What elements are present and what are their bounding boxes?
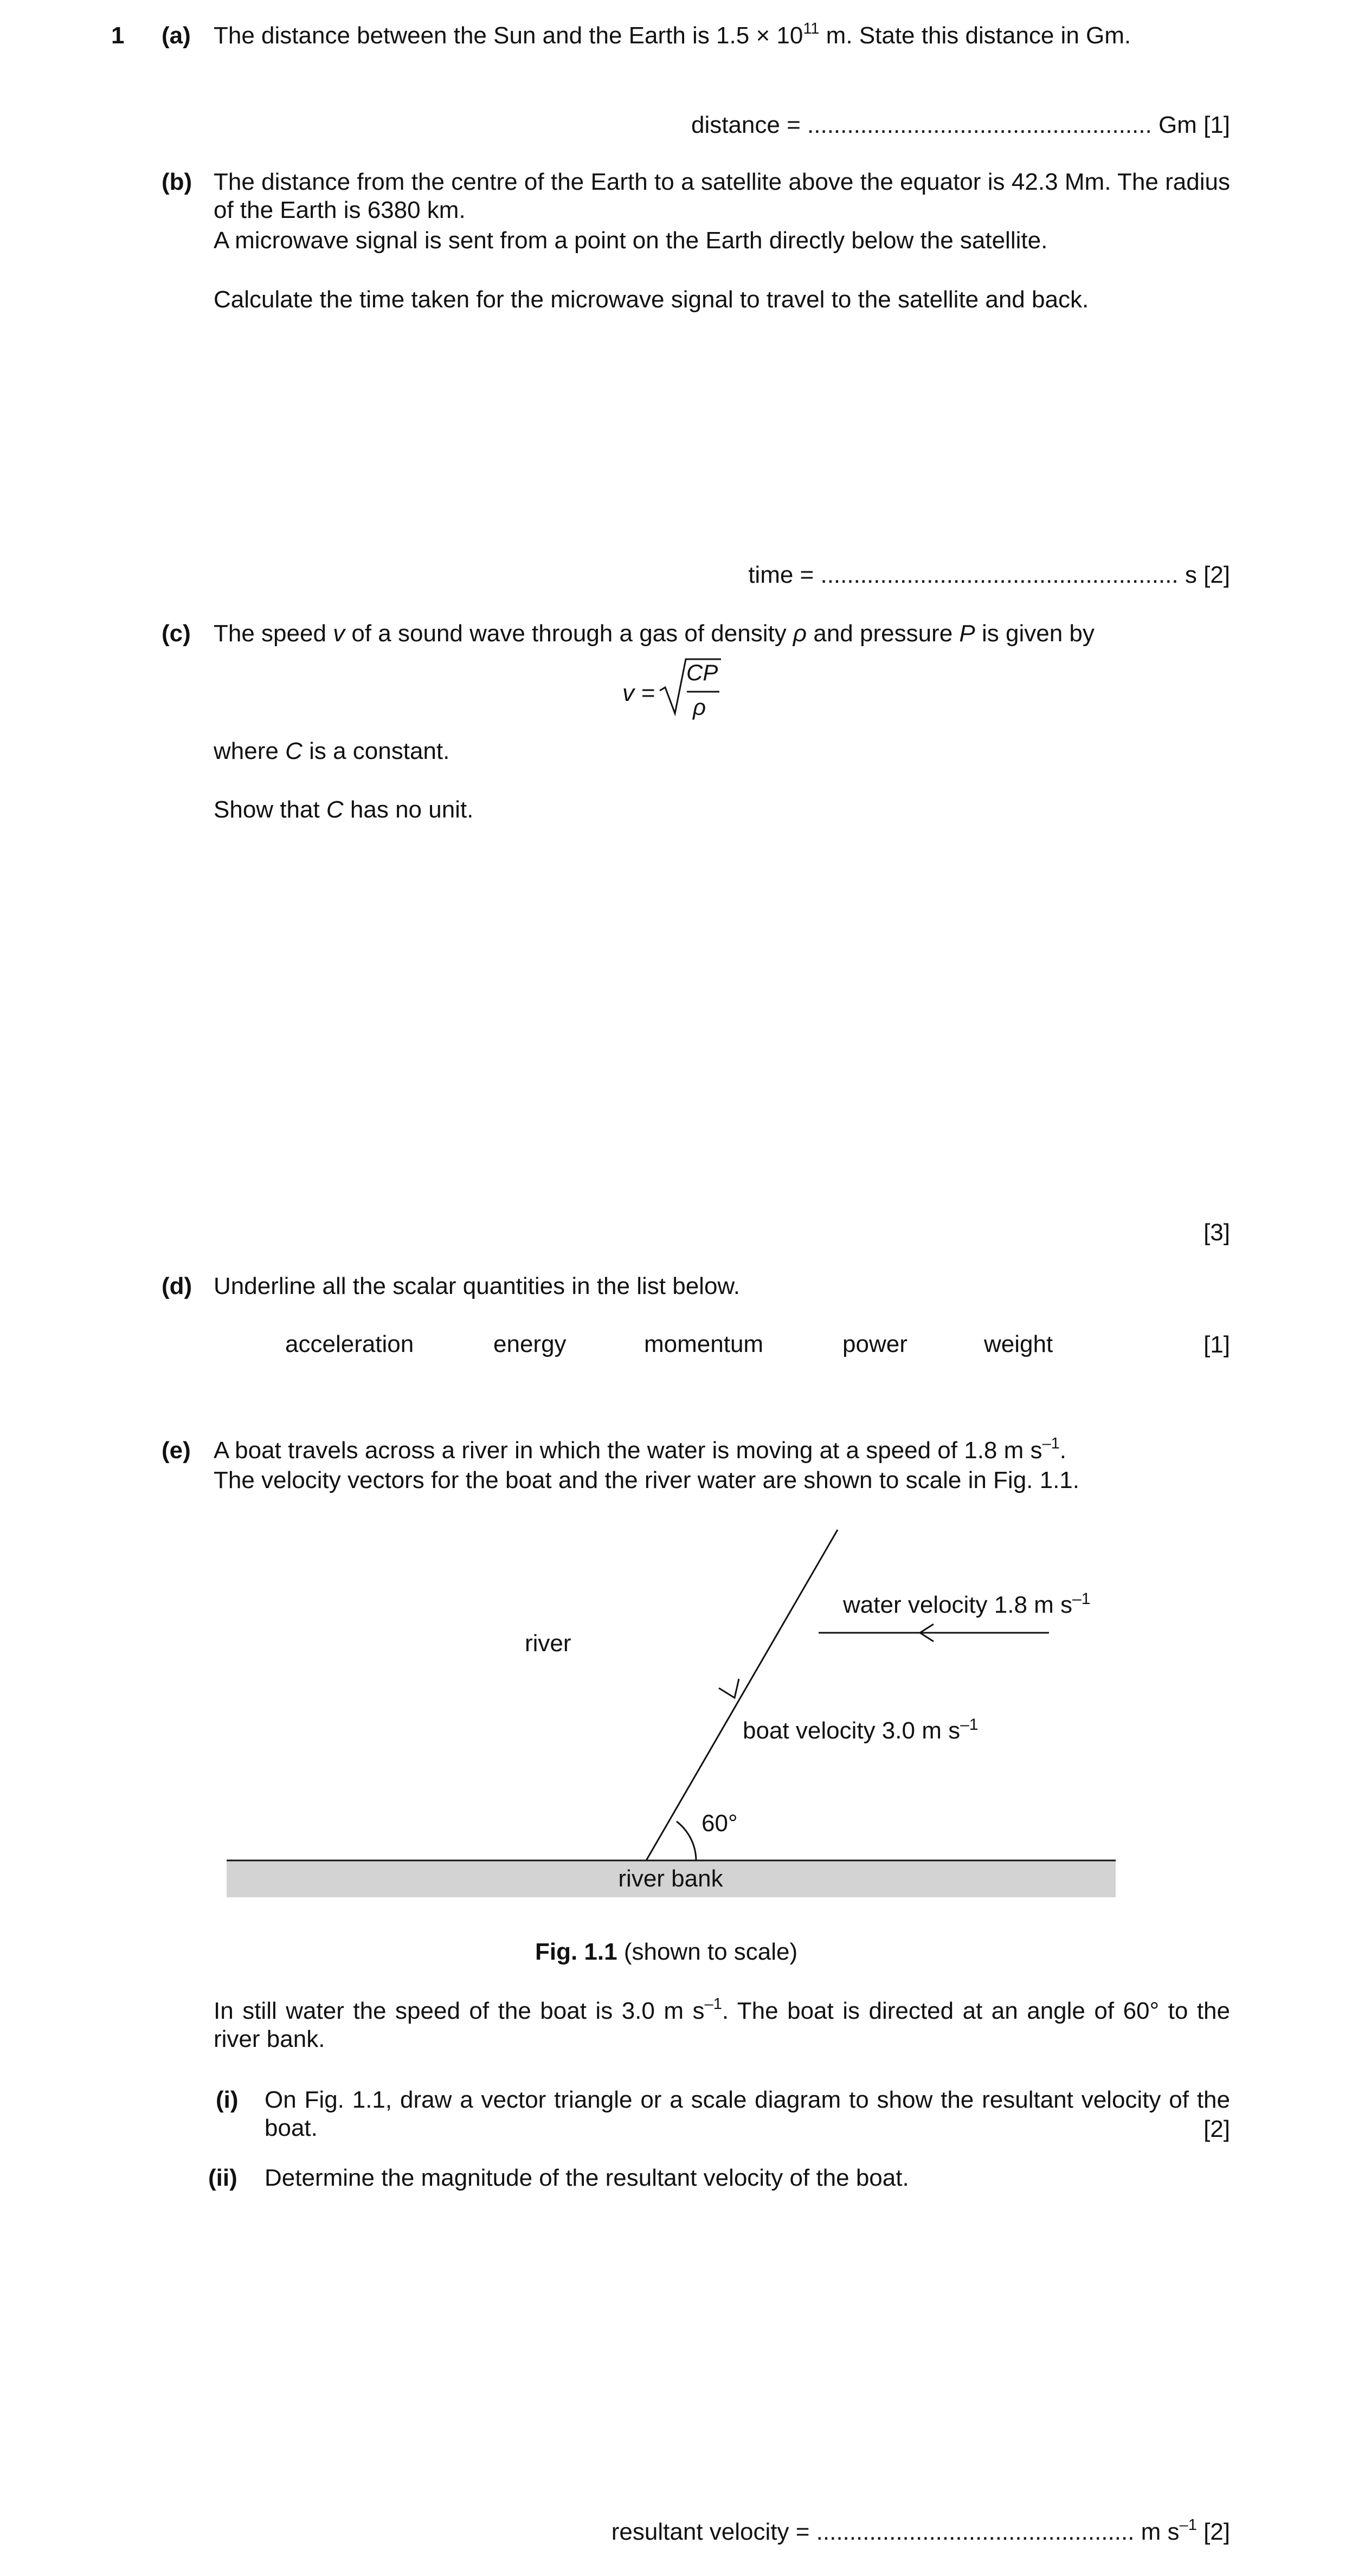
boat-velocity-arrowhead	[719, 1679, 739, 1698]
scalar-option-energy[interactable]: energy	[493, 1331, 567, 1357]
equation-lhs: v =	[622, 680, 655, 706]
scalar-option-momentum[interactable]: momentum	[644, 1331, 764, 1357]
part-d-text: Underline all the scalar quantities in the list below.	[214, 1273, 740, 1299]
scalar-option-acceleration[interactable]: acceleration	[285, 1331, 414, 1357]
part-e-i-text: On Fig. 1.1, draw a vector triangle or a scale diagram to show the resultant velocity of the boat.	[265, 2086, 1230, 2141]
part-e-still-water-text: In still water the speed of the boat is 3.0 m $s^{-1}$. The boat is directed at an angle of 60° to the river bank.	[214, 1995, 1230, 2052]
part-d-label: (d)	[162, 1273, 192, 1299]
equation-denominator: ρ	[693, 694, 706, 720]
figure-1-1	[0, 1507, 1345, 1908]
part-c-intro: The speed v of a sound wave through a gas of density ρ and pressure P is given by	[214, 620, 1095, 647]
part-a-answer-line[interactable]: distance = .................................................... Gm [1]	[691, 112, 1230, 138]
part-c-show: Show that C has no unit.	[214, 796, 474, 823]
scalar-option-weight[interactable]: weight	[984, 1331, 1053, 1357]
angle-arc	[677, 1821, 696, 1860]
question-number: 1	[111, 22, 125, 49]
part-c-label: (c)	[162, 620, 191, 647]
part-e-ii-label: (ii)	[208, 2165, 237, 2191]
part-b-answer-line[interactable]: time = ...................................................... s [2]	[748, 562, 1230, 588]
part-e-ii-answer-line[interactable]: resultant velocity = ................................................ m $s^{-1}$ [2]	[611, 2516, 1230, 2545]
boat-velocity-label: boat velocity 3.0 m $s^{-1}$	[743, 1716, 979, 1744]
part-e-text2: The velocity vectors for the boat and the river water are shown to scale in Fig. 1.1.	[214, 1467, 1079, 1493]
part-b-label: (b)	[162, 169, 192, 195]
part-e-text1: A boat travels across a river in which the water is moving at a speed of 1.8 m $s^{-1}$.	[214, 1435, 1067, 1464]
part-c-where: where C is a constant.	[214, 738, 450, 764]
part-b-text1: The distance from the centre of the Earth to a satellite above the equator is 42.3 Mm. The radius of the Earth is 6380 km.	[214, 169, 1230, 223]
river-bank-label: river bank	[618, 1865, 723, 1892]
part-a-label: (a)	[162, 22, 191, 49]
water-velocity-label: water velocity 1.8 m $s^{-1}$	[843, 1590, 1091, 1618]
part-d-marks: [1]	[1204, 1331, 1230, 1358]
part-b-text2: A microwave signal is sent from a point on the Earth directly below the satellite.	[214, 227, 1048, 254]
boat-velocity-vector	[646, 1530, 838, 1860]
part-b-text3: Calculate the time taken for the microwave signal to travel to the satellite and back.	[214, 286, 1089, 313]
part-e-i-label: (i)	[216, 2086, 239, 2113]
equation-numerator: CP	[686, 660, 718, 685]
part-e-label: (e)	[162, 1437, 191, 1464]
part-e-i-marks: [2]	[1204, 2116, 1230, 2142]
part-e-ii-text: Determine the magnitude of the resultant velocity of the boat.	[265, 2165, 909, 2191]
part-c-marks: [3]	[1204, 1219, 1230, 1246]
scalar-option-power[interactable]: power	[842, 1331, 908, 1357]
angle-label: 60°	[702, 1810, 738, 1837]
river-label: river	[525, 1630, 571, 1657]
figure-caption: Fig. 1.1 (shown to scale)	[535, 1939, 798, 1965]
part-a-text: The distance between the Sun and the Earth is $1.5 \times 10^{11}$ m. State this distance in Gm.	[214, 20, 1131, 49]
